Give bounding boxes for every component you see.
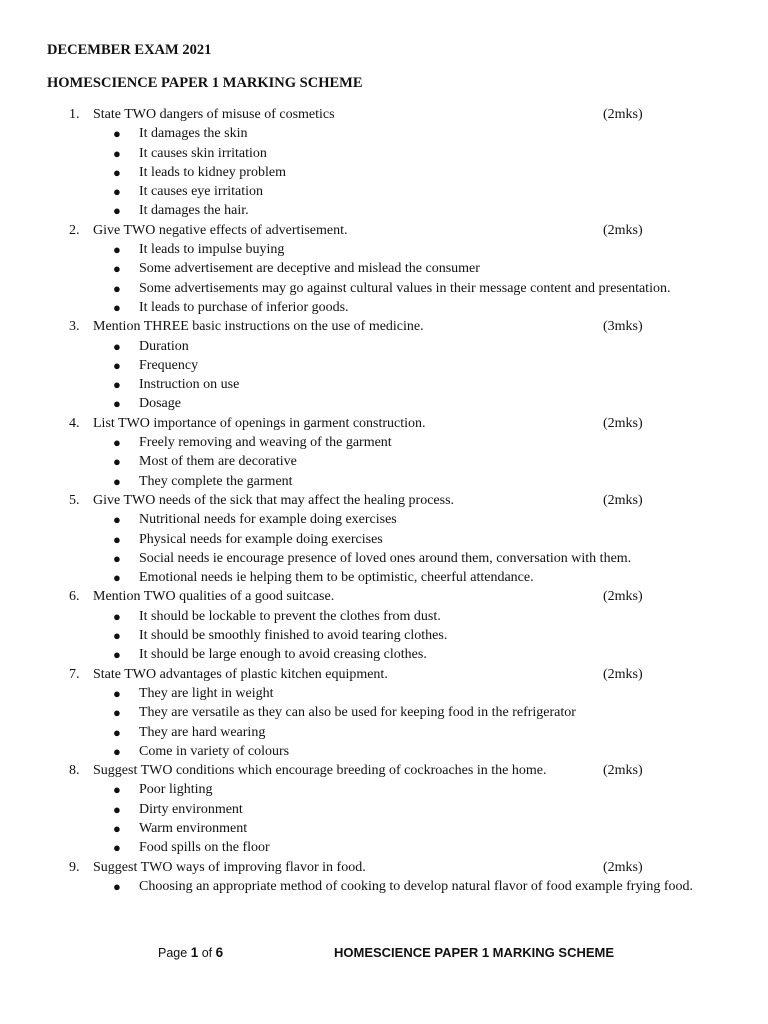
bullet-icon: ●: [113, 435, 121, 451]
answer-item: [0, 124, 768, 143]
question-number: 4.: [69, 415, 80, 431]
question-marks: (2mks): [603, 415, 643, 431]
answer-text: It damages the skin: [139, 126, 248, 142]
bullet-icon: ●: [113, 145, 121, 161]
answer-text: Instruction on use: [139, 377, 240, 393]
answer-item: [0, 279, 768, 298]
answer-item: [0, 356, 768, 375]
bullet-icon: ●: [113, 126, 121, 142]
question-marks: (2mks): [603, 222, 643, 238]
bullet-icon: ●: [113, 280, 121, 296]
bullet-icon: ●: [113, 878, 121, 894]
bullet-icon: ●: [113, 299, 121, 315]
question-row: [0, 587, 768, 606]
answer-text: It leads to purchase of inferior goods.: [139, 299, 349, 315]
bullet-icon: ●: [113, 357, 121, 373]
answer-item: [0, 703, 768, 722]
answer-item: [0, 298, 768, 317]
answer-item: [0, 510, 768, 529]
answer-text: Choosing an appropriate method of cooking to develop natural flavor of food example frying food.: [139, 878, 694, 894]
answer-item: [0, 877, 768, 896]
question-number: 6.: [69, 589, 80, 605]
answer-text: Most of them are decorative: [139, 454, 297, 470]
question-row: [0, 858, 768, 877]
question-text: List TWO importance of openings in garment construction.: [93, 415, 426, 431]
question-marks: (3mks): [603, 319, 643, 335]
bullet-icon: ●: [113, 608, 121, 624]
question-row: [0, 105, 768, 124]
answer-text: Nutritional needs for example doing exercises: [139, 512, 397, 528]
answer-text: It leads to impulse buying: [139, 242, 285, 258]
answer-text: It causes skin irritation: [139, 145, 267, 161]
answer-text: Dosage: [139, 396, 181, 412]
question-text: Suggest TWO conditions which encourage breeding of cockroaches in the home.: [93, 763, 547, 779]
bullet-icon: ●: [113, 261, 121, 277]
answer-item: [0, 607, 768, 626]
question-text: State TWO advantages of plastic kitchen equipment.: [93, 666, 388, 682]
total-pages: 6: [215, 945, 224, 960]
marking-scheme-title: HOMESCIENCE PAPER 1 MARKING SCHEME: [47, 75, 363, 91]
bullet-icon: ●: [113, 184, 121, 200]
question-number: 3.: [69, 319, 80, 335]
bullet-icon: ●: [113, 840, 121, 856]
answer-text: It damages the hair.: [139, 203, 249, 219]
question-number: 9.: [69, 859, 80, 875]
question-row: [0, 665, 768, 684]
bullet-icon: ●: [113, 570, 121, 586]
question-number: 2.: [69, 222, 80, 238]
bullet-icon: ●: [113, 454, 121, 470]
answer-item: [0, 182, 768, 201]
bullet-icon: ●: [113, 396, 121, 412]
bullet-icon: ●: [113, 628, 121, 644]
question-text: State TWO dangers of misuse of cosmetics: [93, 107, 335, 122]
answer-text: It should be lockable to prevent the clothes from dust.: [139, 608, 441, 624]
question-row: [0, 317, 768, 336]
answer-item: [0, 800, 768, 819]
question-marks: (2mks): [603, 666, 643, 682]
bullet-icon: ●: [113, 473, 121, 489]
answer-item: [0, 780, 768, 799]
answer-text: Dirty environment: [139, 801, 243, 817]
answer-text: Duration: [139, 338, 189, 354]
question-number: 8.: [69, 763, 80, 779]
answer-item: [0, 452, 768, 471]
questions-list: [0, 105, 768, 896]
answer-text: They are versatile as they can also be used for keeping food in the refrigerator: [139, 705, 576, 721]
page-indicator: [158, 945, 223, 960]
bullet-icon: ●: [113, 203, 121, 219]
answer-item: [0, 645, 768, 664]
answer-text: They are light in weight: [139, 685, 274, 701]
question-text: Give TWO needs of the sick that may affect the healing process.: [93, 492, 455, 508]
answer-item: [0, 838, 768, 857]
of-word: of: [201, 946, 213, 960]
answer-item: [0, 433, 768, 452]
question-text: Mention TWO qualities of a good suitcase.: [93, 589, 335, 605]
answer-text: It causes eye irritation: [139, 184, 264, 200]
answer-item: [0, 472, 768, 491]
bullet-icon: ●: [113, 685, 121, 701]
answer-item: [0, 144, 768, 163]
answer-text: Come in variety of colours: [139, 743, 290, 759]
bullet-icon: ●: [113, 743, 121, 759]
answer-item: [0, 819, 768, 838]
answer-item: [0, 240, 768, 259]
answer-text: It should be large enough to avoid creasing clothes.: [139, 647, 427, 663]
bullet-icon: ●: [113, 512, 121, 528]
answer-text: Food spills on the floor: [139, 840, 270, 856]
bullet-icon: ●: [113, 164, 121, 180]
answer-item: [0, 684, 768, 703]
answer-text: Some advertisement are deceptive and mislead the consumer: [139, 261, 480, 277]
answer-text: Physical needs for example doing exercises: [139, 531, 383, 547]
question-row: [0, 761, 768, 780]
bullet-icon: ●: [113, 338, 121, 354]
question-number: 7.: [69, 666, 80, 682]
answer-text: They are hard wearing: [139, 724, 266, 740]
bullet-icon: ●: [113, 782, 121, 798]
answer-item: [0, 568, 768, 587]
answer-item: [0, 723, 768, 742]
question-marks: (2mks): [603, 859, 643, 875]
answer-text: It leads to kidney problem: [139, 164, 286, 180]
question-text: Mention THREE basic instructions on the use of medicine.: [93, 319, 424, 335]
answer-item: [0, 375, 768, 394]
answer-text: Poor lighting: [139, 782, 213, 798]
question-text: Give TWO negative effects of advertisement.: [93, 222, 348, 238]
answer-text: Frequency: [139, 357, 199, 373]
answer-text: They complete the garment: [139, 473, 293, 489]
answer-text: Some advertisements may go against cultural values in their message content and presentation.: [139, 280, 671, 296]
question-row: [0, 414, 768, 433]
answer-item: [0, 742, 768, 761]
question-marks: (2mks): [603, 589, 643, 605]
bullet-icon: ●: [113, 377, 121, 393]
bullet-icon: ●: [113, 820, 121, 836]
bullet-icon: ●: [113, 705, 121, 721]
answer-item: [0, 549, 768, 568]
bullet-icon: ●: [113, 647, 121, 663]
question-row: [0, 221, 768, 240]
bullet-icon: ●: [113, 801, 121, 817]
bullet-icon: ●: [113, 724, 121, 740]
exam-title: DECEMBER EXAM 2021: [47, 42, 212, 58]
bullet-icon: ●: [113, 531, 121, 547]
answer-item: [0, 163, 768, 182]
answer-text: Freely removing and weaving of the garment: [139, 435, 392, 451]
answer-text: Warm environment: [139, 820, 248, 836]
page-word: Page: [158, 946, 188, 960]
question-number: 1.: [69, 107, 80, 122]
question-number: 5.: [69, 492, 80, 508]
bullet-icon: ●: [113, 550, 121, 566]
footer-title: HOMESCIENCE PAPER 1 MARKING SCHEME: [334, 945, 615, 960]
answer-text: Emotional needs ie helping them to be optimistic, cheerful attendance.: [139, 570, 534, 586]
bullet-icon: ●: [113, 242, 121, 258]
question-marks: (2mks): [603, 763, 643, 779]
page-number: 1: [190, 945, 199, 960]
question-marks: (2mks): [603, 107, 643, 122]
answer-item: [0, 394, 768, 413]
answer-text: It should be smoothly finished to avoid tearing clothes.: [139, 628, 448, 644]
question-row: [0, 491, 768, 510]
answer-item: [0, 259, 768, 278]
answer-text: Social needs ie encourage presence of loved ones around them, conversation with them.: [139, 550, 632, 566]
question-text: Suggest TWO ways of improving flavor in food.: [93, 859, 366, 875]
answer-item: [0, 201, 768, 220]
answer-item: [0, 626, 768, 645]
answer-item: [0, 530, 768, 549]
question-marks: (2mks): [603, 492, 643, 508]
answer-item: [0, 337, 768, 356]
